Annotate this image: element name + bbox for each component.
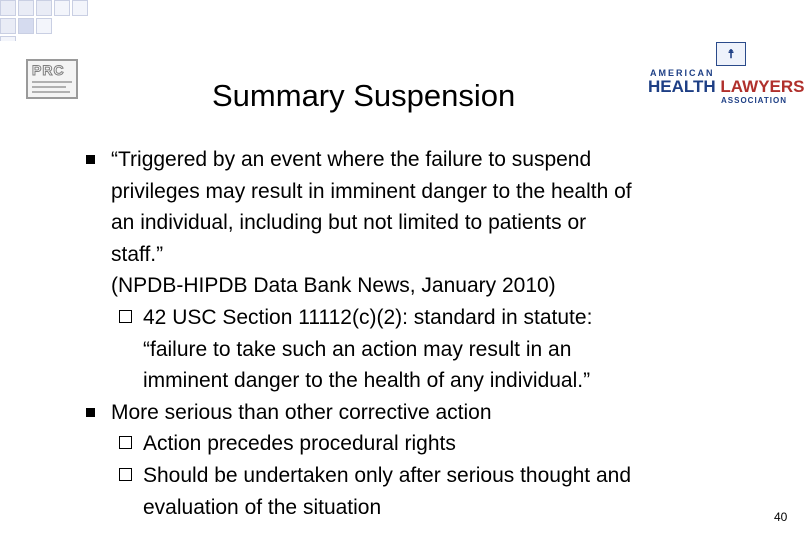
prc-logo — [26, 59, 78, 99]
sub-bullet-line: Action precedes procedural rights — [143, 432, 456, 456]
slide-title: Summary Suspension — [212, 78, 516, 113]
bullet-line: More serious than other corrective action — [111, 400, 492, 424]
prc-logo-text: PRC — [32, 62, 65, 78]
sub-bullet-line: 42 USC Section 11112(c)(2): standard in statute: — [143, 305, 593, 329]
corner-decoration — [0, 0, 130, 40]
sub-bullet-line: evaluation of the situation — [143, 495, 382, 519]
hollow-square-bullet-icon — [119, 436, 132, 449]
ahla-line-association: ASSOCIATION — [721, 96, 787, 105]
bullet-line: staff.” — [111, 242, 164, 266]
ahla-word-lawyers: LAWYERS — [720, 77, 805, 96]
ahla-logo — [648, 42, 805, 108]
sub-bullet-item-1-1 — [86, 302, 736, 397]
hollow-square-bullet-icon — [119, 310, 132, 323]
page-number: 40 — [774, 510, 788, 524]
bullet-line: privileges may result in imminent danger to the health of — [111, 179, 632, 203]
sub-bullet-line: “failure to take such an action may result in an — [143, 337, 572, 361]
sub-bullet-item-2-2 — [86, 460, 736, 523]
bullet-item-1 — [86, 144, 736, 302]
bullet-line: an individual, including but not limited to patients or — [111, 211, 587, 235]
hollow-square-bullet-icon — [119, 468, 132, 481]
ahla-word-health: HEALTH — [648, 77, 716, 96]
ahla-line-health-lawyers — [648, 77, 804, 97]
bullet-list — [86, 144, 736, 523]
square-bullet-icon — [86, 155, 95, 164]
sub-bullet-item-2-1 — [86, 428, 736, 460]
ahla-line-american: AMERICAN — [650, 68, 715, 78]
ahla-seal-icon: ☨ — [716, 42, 746, 66]
bullet-item-2 — [86, 397, 736, 429]
bullet-line: “Triggered by an event where the failure to suspend — [111, 148, 592, 171]
sub-bullet-line: imminent danger to the health of any individual.” — [143, 369, 591, 393]
bullet-line: (NPDB-HIPDB Data Bank News, January 2010) — [111, 274, 556, 298]
sub-bullet-line: Should be undertaken only after serious thought and — [143, 463, 632, 487]
square-bullet-icon — [86, 408, 95, 417]
